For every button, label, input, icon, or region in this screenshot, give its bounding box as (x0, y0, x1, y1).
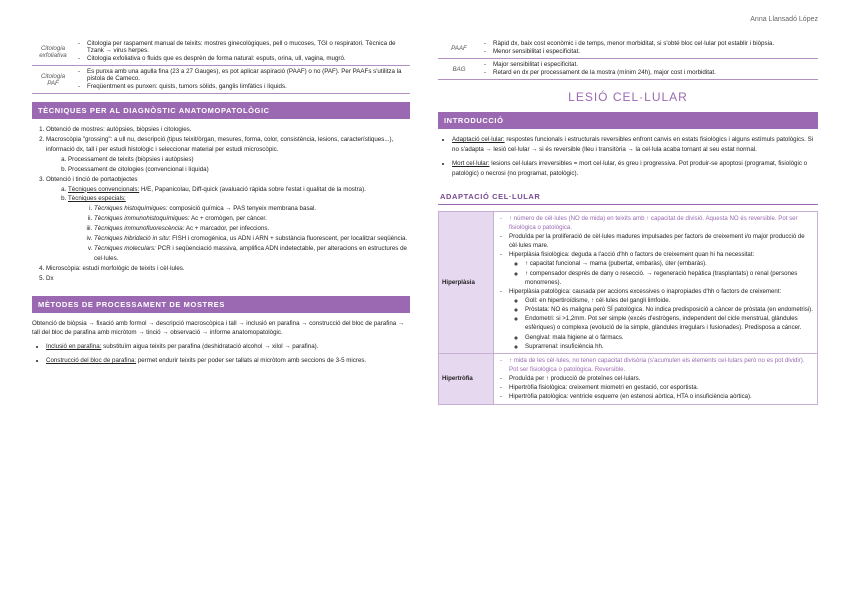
list-item: - Menor sensibilitat i especificitat. (493, 48, 815, 55)
section-header-metodes: MÈTODES DE PROCESSAMENT DE MOSTRES (32, 296, 410, 313)
item-text: Hiperplàsia patològica: causada per accions excessives o inapropiades d'hh o factors de creixement: (509, 287, 782, 295)
table-row (32, 38, 410, 66)
citology-table (32, 38, 410, 94)
list-item (46, 135, 410, 175)
list-item: ◦ ↑ compensador després de dany o resecció. → regeneració hepàtica (trasplantats) o renal (persones monorrenes). (525, 269, 814, 287)
paaf-bag-table (438, 38, 818, 80)
item-label: Mort cel·lular: (452, 159, 490, 167)
table-row (439, 211, 818, 353)
list-item: 5. Dx (46, 274, 410, 284)
metodes-list (32, 342, 410, 366)
item-label: Adaptació cel·lular: (452, 136, 505, 143)
list-item (94, 244, 410, 264)
row-label: Citologia exfoliativa (32, 38, 74, 66)
list-item (94, 224, 410, 234)
list-item (509, 287, 814, 351)
list-item (509, 250, 814, 287)
list-item: - Major sensibilitat i especificitat. (493, 61, 815, 68)
list-item: ◦ Pròstata: NO és maligna però SÍ patològica. No indica predisposició a càncer de pròstata (en endometrisi). (525, 305, 814, 314)
list-item: - Hipertròfia fisiològica: creixement miometri en gestació, cor esportista. (509, 383, 814, 392)
adaptation-table (438, 211, 818, 405)
left-column (32, 0, 410, 370)
list-item: - Citologia exfoliativa o fluids que es desprèn de forma natural: esputs, orina, ull, vagina, mugró. (87, 55, 407, 62)
list-item: - Es punxa amb una agulla fina (23 a 27 Gauges), es pot aplicar aspiració (PAAF) o no (PAF). Per PAAFs s'utilitza la pistola de Cameco. (87, 68, 407, 82)
table-row (438, 38, 818, 59)
list-item: ◦ Goll: en hipertiroïdisme, ↑ cèl·lules del gangli limfoide. (525, 296, 814, 305)
author-name: Anna Llansadó López (750, 16, 818, 23)
row-header-hipertrofia: Hipertròfia (439, 353, 494, 404)
item-text: Ac + marcador, per infeccions. (185, 225, 270, 233)
list-item: - ↑ mida de les cèl·lules, no tenen capacitat divisòria (s'acumulen els elements cel·lulars però no es pot dividir). Pot ser fisiològica o patològica. Reversible. (509, 356, 814, 374)
list-item: ◦ ↑ capacitat funcional → mama (pubertat, embaràs), úter (embaràs). (525, 259, 814, 268)
row-label: BAG (438, 59, 480, 80)
item-label: Tècniques moleculars: (94, 245, 156, 253)
item-label: Inclusió en parafina: (46, 342, 102, 350)
list-item: - Hipertròfia patològica: ventricle esquerre (en estenosi aòrtica, HTA o insuficiència aòrtica). (509, 392, 814, 401)
list-item (452, 159, 818, 179)
item-label: Tècniques immunohistoquímiques: (94, 215, 190, 223)
section-header-adaptacio: ADAPTACIÓ CEL·LULAR (438, 189, 818, 205)
list-item: - ↑ número de cèl·lules (NO de mida) en teixits amb ↑ capacitat de divisió. Aquesta NO és reversible. Pot ser fisiològica o patològica. (509, 214, 814, 232)
item-label: Tècniques hibridació in situ: (94, 235, 171, 243)
item-text: respostes funcionals i estructurals reversibles enfront canvis en estats fisiològics i alguns estímuls patològics. Si no s'adapta → lesió cel·lular → si és reversible (lleu i transitòria → la cel·lula acaba tornant al seu estat normal. (452, 136, 814, 153)
item-text: composició química → PAS tenyeix membrana basal. (169, 205, 317, 213)
page-title: LESIÓ CEL·LULAR (568, 90, 688, 104)
list-item: - Citologia per raspament manual de teixits: mostres ginecològiques, pell o mucoses, TGI o respiratori. Tècnica de Tzank → virus herpes. (87, 40, 407, 54)
list-item (452, 135, 818, 155)
list-item: ◦ Gengival: mala higiene al o fàrmacs. (525, 333, 814, 342)
item-text: Ac + cromògen, per càncer. (191, 215, 267, 223)
tecniques-list (32, 125, 410, 284)
list-item: 4. Microscòpia: estudi morfològic de teixits i cèl·lules. (46, 264, 410, 274)
intro-list (438, 135, 818, 179)
list-item: - Ràpid dx, baix cost econòmic i de temps, menor morbiditat, si s'obté bloc cel·lular pot establir i biòpsia. (493, 40, 815, 47)
list-item (94, 204, 410, 214)
item-text: substituïm aigua teixits per parafina (deshidratació alcohol → xilol → parafina). (103, 342, 319, 350)
item-label: Tècniques convencionals: (68, 185, 140, 193)
list-item: - Freqüentment es punxen: quists, tumors sòlids, ganglis limfàtics i líquids. (87, 83, 407, 90)
item-text: H/E, Papanicolau, Diff-quick (avaluació ràpida sobre l'estat i qualitat de la mostra). (140, 185, 366, 193)
list-item: - Produïda per la proliferació de cèl·lules madures impulsades per factors de creixement i/o major producció de cèl·lules mare. (509, 232, 814, 250)
item-label: Tècniques histoquímiques: (94, 205, 168, 213)
table-row (32, 66, 410, 94)
section-header-tecniques: TÈCNIQUES PER AL DIAGNÒSTIC ANATOMOPATOLÒGIC (32, 102, 410, 119)
list-item: - Retard en dx per processament de la mostra (mínim 24h), major cost i morbiditat. (493, 69, 815, 76)
item-text: Hiperplàsia fisiològica: deguda a l'acció d'hh o factors de creixement quan hi ha necessitat: (509, 251, 755, 259)
row-header-hiperplasia: Hiperplàsia (439, 211, 494, 353)
item-label: Tècniques especials: (68, 195, 126, 203)
list-item (46, 342, 410, 352)
list-item (94, 234, 410, 244)
item-text: FISH i cromogènica, us ADN i ARN + substància fluorescent, per localitzar seqüència. (172, 235, 408, 243)
list-item (94, 214, 410, 224)
item-label: Tècniques immunofluorescència: (94, 225, 185, 233)
list-item (68, 185, 410, 195)
item-text: permet endurir teixits per poder ser tallats al micròtom amb seccions de 3-5 micres. (137, 356, 367, 364)
metodes-intro: Obtenció de biòpsia → fixació amb formol → descripció macroscòpica i tall → inclusió en parafina → construcció del bloc de parafina → tall del bloc de parafina amb micròtom → tinció → observació → informe anatomopatològic. (32, 319, 405, 337)
row-label: Citologia PAF (32, 66, 74, 94)
list-item (68, 194, 410, 263)
row-label: PAAF (438, 38, 480, 59)
item-text: lesions cel·lulars irreversibles = mort cel·lular, és greu i progressiva. Pot produir-se apoptosi (programat, fisiològic o patològic) o necrosi (no programat, patològic). (452, 159, 808, 177)
item-label: Construcció del bloc de parafina: (46, 356, 137, 364)
list-item (46, 175, 410, 264)
item-text: Macroscòpia "grossing": a ull nu, descripció (tipus teixit/òrgan, mesures, forma, color, consistència, lesions, característiques...), informació dx, tall i per estudi histològic i seleccionar material per estudi microscòpic. (46, 135, 394, 153)
list-item: ◦ Suprarrenal: insuficiència hh. (525, 342, 814, 351)
list-item: ◦ Endometri: si >1,2mm. Pot ser simple (excés d'estrògens, independent del cicle menstrual, glàndules esfèriques) o complexa (evolució de la simple, glàndules irregulars i fusionades). Predisposa a càncer. (525, 314, 814, 332)
table-row (439, 353, 818, 404)
list-item: b. Processament de citologies (convencional i líquida) (68, 165, 410, 175)
list-item (46, 356, 410, 366)
section-header-intro: INTRODUCCIÓ (438, 112, 818, 129)
list-item: 1. Obtenció de mostres: autòpsies, biòpsies i citologies. (46, 125, 410, 135)
item-text: PCR i seqüenciació massiva, amplifica ADN indetectable, per alteracions en estructures de cel·lules. (94, 245, 407, 262)
right-column (438, 0, 818, 405)
table-row (438, 59, 818, 80)
list-item: - Produïda per ↑ producció de proteïnes cel·lulars. (509, 374, 814, 383)
list-item: a. Processament de teixits (biòpsies i autòpsies) (68, 155, 410, 165)
item-text: Obtenció i tinció de portaobjectes (46, 175, 138, 183)
